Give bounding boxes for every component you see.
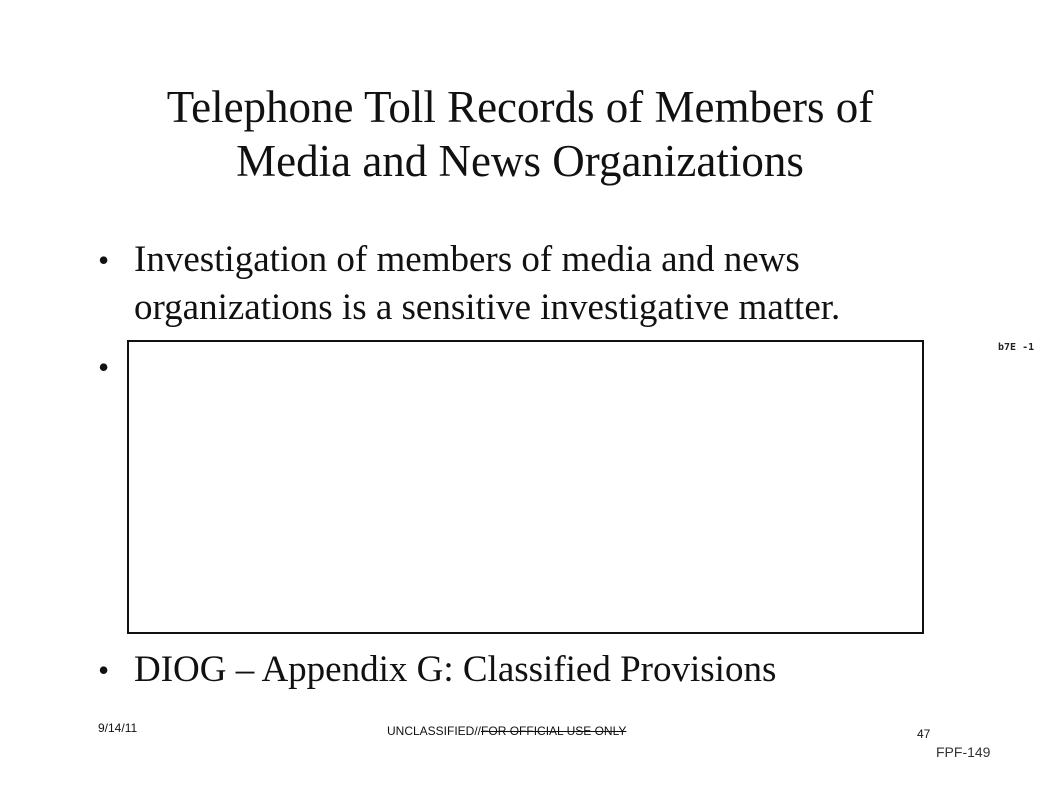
foia-exemption-code: b7E -1 <box>998 342 1035 353</box>
bullet-marker: • <box>98 652 110 688</box>
footer-date: 9/14/11 <box>98 721 138 735</box>
bullet-marker: • <box>98 242 110 278</box>
bullet-item-3 <box>98 648 958 692</box>
bates-number: FPF-149 <box>936 744 991 760</box>
classification-struck-label: FOR OFFICIAL USE ONLY <box>481 724 627 738</box>
bullet-3-line-1: DIOG – Appendix G: Classified Provisions <box>134 649 777 690</box>
page-number: 47 <box>917 727 931 741</box>
bullet-marker: • <box>98 349 110 385</box>
slide-title-line-1: Telephone Toll Records of Members of <box>166 82 874 132</box>
bullet-item-1 <box>98 238 958 334</box>
classification-label: UNCLASSIFIED// <box>387 724 482 738</box>
bullet-1-line-1: Investigation of members of media and news <box>134 239 800 280</box>
bullet-1-line-2: organizations is a sensitive investigative matter. <box>134 287 841 328</box>
slide-title-line-2: Media and News Organizations <box>236 136 804 186</box>
redaction-box <box>127 340 924 634</box>
footer-classification <box>387 724 626 738</box>
slide-title <box>60 80 980 188</box>
